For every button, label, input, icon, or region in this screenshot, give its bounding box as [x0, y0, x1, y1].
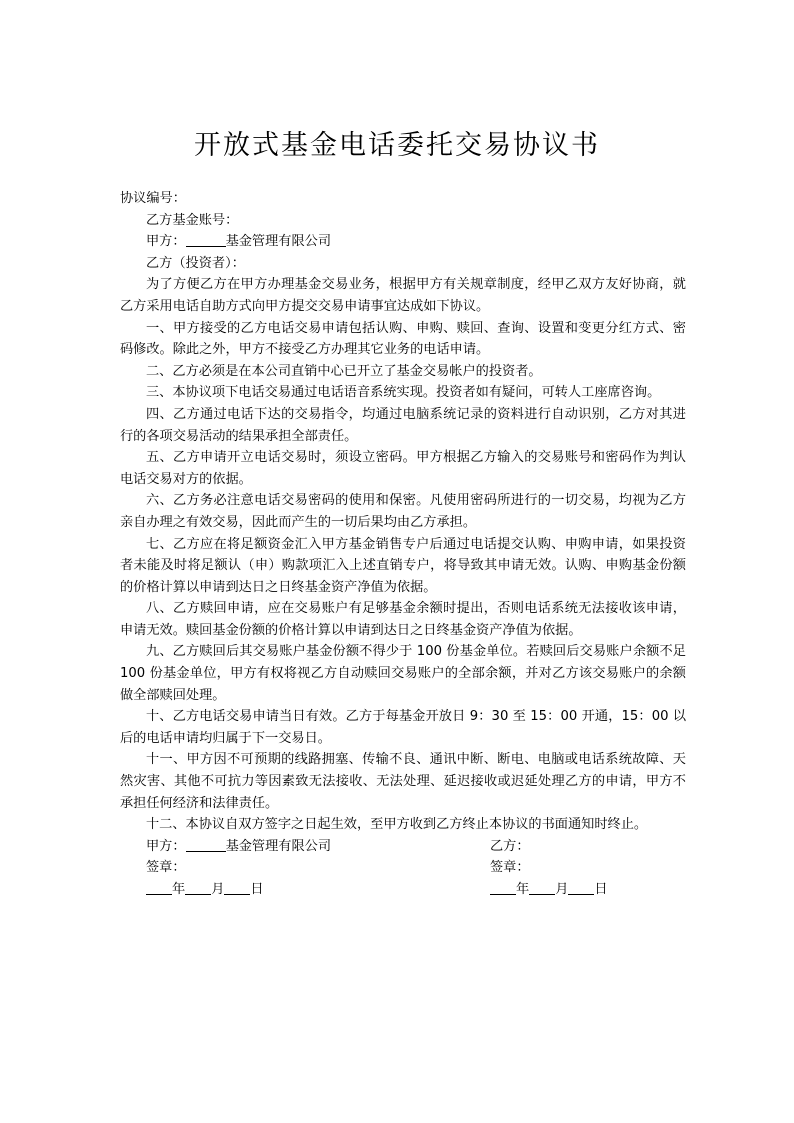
day-label-right: 日	[594, 882, 608, 897]
party-a-name-blank	[186, 232, 226, 247]
signature-party-row	[120, 836, 686, 858]
party-a-line	[120, 231, 686, 253]
signature-party-a	[120, 836, 490, 858]
day-blank-right	[568, 880, 594, 895]
signature-date-left	[120, 879, 490, 901]
month-blank-left	[185, 880, 211, 895]
month-label-left: 月	[211, 882, 225, 897]
month-blank-right	[529, 880, 555, 895]
year-blank-right	[490, 880, 516, 895]
clause-1: 一、甲方接受的乙方电话交易申请包括认购、申购、赎回、查询、设置和变更分红方式、密码修改。除此之外，甲方不接受乙方办理其它业务的电话申请。	[120, 320, 686, 358]
clause-10: 十、乙方电话交易申请当日有效。乙方于每基金开放日 9：30 至 15：00 开通，15：00 以后的电话申请均归属于下一交易日。	[120, 709, 686, 746]
signature-party-a-suffix: 基金管理有限公司	[225, 838, 332, 854]
clause-6: 六、乙方务必注意电话交易密码的使用和保密。凡使用密码所进行的一切交易，均视为乙方亲自办理之有效交易，因此而产生的一切后果均由乙方承担。	[120, 493, 686, 530]
clause-12: 十二、本协议自双方签字之日起生效，至甲方收到乙方终止本协议的书面通知时终止。	[146, 817, 648, 833]
signature-date-row	[120, 879, 686, 901]
agreement-number-label: 协议编号：	[120, 191, 186, 206]
party-a-label: 甲方：	[146, 234, 186, 250]
clause-5: 五、乙方申请开立电话交易时，须设立密码。甲方根据乙方输入的交易账号和密码作为判认电话交易对方的依据。	[120, 450, 686, 487]
party-a-company-suffix: 基金管理有限公司	[225, 234, 332, 250]
signature-party-b-label: 乙方：	[490, 838, 530, 854]
party-b-investor-label: 乙方（投资者）：	[146, 255, 245, 271]
clause-7: 七、乙方应在将足额资金汇入甲方基金销售专户后通过电话提交认购、申购申请，如果投资者未能及时将足额认（申）购款项汇入上述直销专户，将导致其申请无效。认购、申购基金份额的价格计算以申请到达日之日终基金资产净值为依据。	[120, 536, 686, 595]
month-label-right: 月	[555, 882, 569, 897]
day-label-left: 日	[250, 882, 264, 897]
year-label-right: 年	[516, 882, 530, 897]
year-blank-left	[146, 880, 172, 895]
signature-seal-row	[120, 857, 686, 879]
clause-8: 八、乙方赎回申请，应在交易账户有足够基金余额时提出，否则电话系统无法接收该申请，申请无效。赎回基金份额的价格计算以申请到达日之日终基金资产净值为依据。	[120, 601, 686, 638]
clause-4: 四、乙方通过电话下达的交易指令，均通过电脑系统记录的资料进行自动识别，乙方对其进行的各项交易活动的结果承担全部责任。	[120, 406, 686, 444]
document-body	[120, 188, 686, 901]
year-label-left: 年	[172, 882, 186, 897]
signature-seal-right: 签章：	[490, 860, 530, 876]
signature-party-a-blank	[186, 837, 226, 852]
signature-date-right	[490, 879, 686, 901]
clause-9: 九、乙方赎回后其交易账户基金份额不得少于 100 份基金单位。若赎回后交易账户余额不足 100 份基金单位，甲方有权将视乙方自动赎回交易账户的全部余额，并对乙方该交易账户的余额做全部赎回处理。	[120, 644, 686, 703]
clause-11: 十一、甲方因不可预期的线路拥塞、传输不良、通讯中断、断电、电脑或电话系统故障、天然灾害、其他不可抗力等因素致无法接收、无法处理、延迟接收或迟延处理乙方的申请，甲方不承担任何经济和法律责任。	[120, 752, 686, 811]
clause-2: 二、乙方必须是在本公司直销中心已开立了基金交易帐户的投资者。	[146, 363, 542, 379]
day-blank-left	[224, 880, 250, 895]
party-b-account-label: 乙方基金账号：	[146, 212, 239, 228]
signature-party-a-label: 甲方：	[146, 838, 186, 854]
paragraph-preamble: 为了方便乙方在甲方办理基金交易业务，根据甲方有关规章制度，经甲乙双方友好协商，就乙方采用电话自助方式向甲方提交交易申请事宜达成如下协议。	[120, 277, 686, 314]
document-title: 开放式基金电话委托交易协议书	[194, 130, 600, 161]
signature-seal-left: 签章：	[146, 860, 186, 876]
clause-3: 三、本协议项下电话交易通过电话语音系统实现。投资者如有疑问，可转人工座席咨询。	[146, 385, 661, 401]
